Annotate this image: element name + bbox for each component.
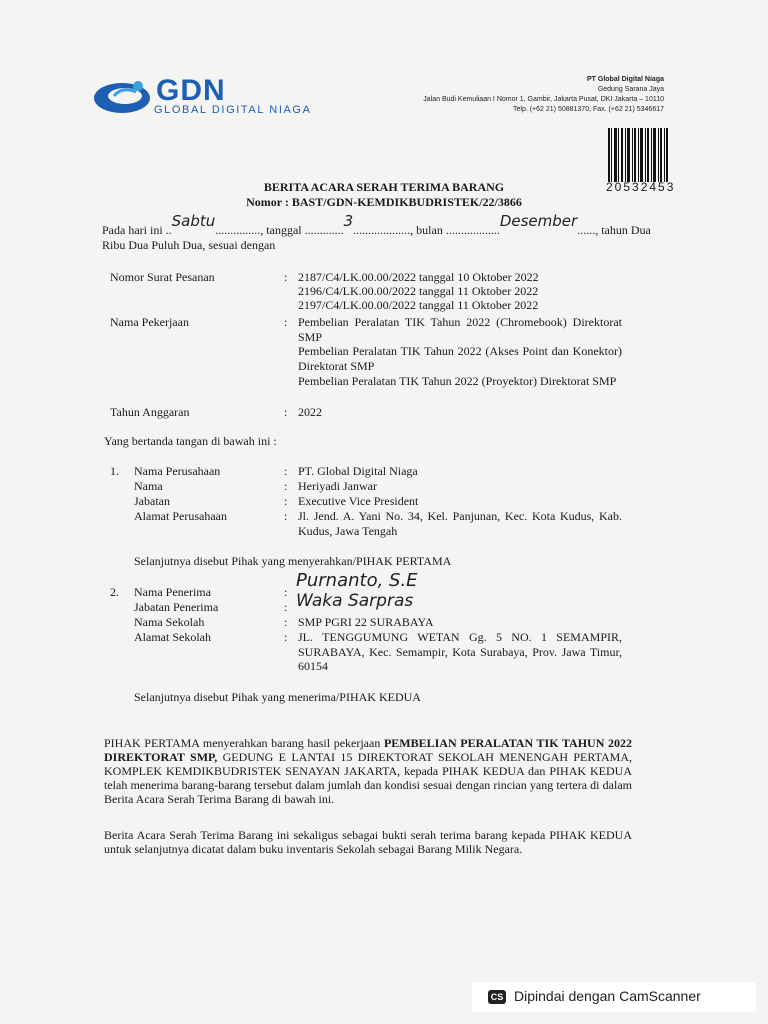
label-nama: Nama: [134, 479, 163, 493]
company-name: PT Global Digital Niaga: [586, 76, 664, 83]
pekerjaan-2: Pembelian Peralatan TIK Tahun 2022 (Proyektor) Direktorat SMP: [298, 374, 617, 388]
label-alamat-sekolah: Alamat Sekolah: [134, 630, 211, 644]
label-jabatan: Jabatan: [134, 494, 170, 508]
colon: :: [284, 600, 288, 614]
colon: :: [284, 509, 288, 523]
paragraph-2: Berita Acara Serah Terima Barang ini sekaligus sebagai bukti serah terima barang kepada PIHAK KEDUA untuk selanjutnya dicatat dalam buku inventaris Sekolah sebagai Barang Milik Negara.: [104, 828, 632, 856]
label-nama-perusahaan: Nama Perusahaan: [134, 464, 221, 478]
pekerjaan-1: Pembelian Peralatan TIK Tahun 2022 (Akses Point dan Konektor) Direktorat SMP: [298, 344, 622, 373]
label-tahun-anggaran: Tahun Anggaran: [110, 405, 190, 419]
colon: :: [284, 494, 288, 508]
colon: :: [284, 585, 288, 599]
surat-0: 2187/C4/LK.00.00/2022 tanggal 10 Oktober 2022: [298, 270, 539, 284]
company-address: Jalan Budi Kemuliaan I Nomor 1, Gambir, Jakarta Pusat, DKI Jakarta – 10110: [423, 96, 664, 103]
colon: :: [284, 615, 288, 629]
intro-line: Pada hari ini ..Sabtu..............., tanggal .............3..................., bulan ..................Desember......, tahun Dua: [102, 212, 651, 237]
signatories-intro: Yang bertanda tangan di bawah ini :: [104, 434, 277, 448]
colon: :: [284, 315, 288, 329]
company-info: [423, 75, 664, 115]
pekerjaan-0: Pembelian Peralatan TIK Tahun 2022 (Chromebook) Direktorat SMP: [298, 315, 622, 344]
alamat-perusahaan: Jl. Jend. A. Yani No. 34, Kel. Panjunan, Kec. Kota Kudus, Kab. Kudus, Jawa Tengah: [298, 509, 622, 538]
surat-1: 2196/C4/LK.00.00/2022 tanggal 11 Oktober 2022: [298, 284, 539, 298]
day-handwritten: Sabtu: [171, 212, 216, 230]
label-alamat-perusahaan: Alamat Perusahaan: [134, 509, 227, 523]
alamat-sekolah: JL. TENGGUMUNG WETAN Gg. 5 NO. 1 SEMAMPIR, SURABAYA, Kec. Semampir, Kota Surabaya, Prov. Jawa Timur, 60154: [298, 630, 622, 673]
logo-subtext: GLOBAL DIGITAL NIAGA: [154, 104, 312, 116]
document-number: Nomor : BAST/GDN-KEMDIKBUDRISTEK/22/3866: [246, 195, 522, 209]
nama: Heriyadi Janwar: [298, 479, 377, 493]
month-handwritten: Desember: [499, 212, 578, 230]
party1-number: 1.: [110, 464, 119, 478]
party2-designation: Selanjutnya disebut Pihak yang menerima/PIHAK KEDUA: [134, 690, 421, 704]
jabatan-penerima-handwritten: Waka Sarpras: [296, 591, 414, 611]
tahun-anggaran: 2022: [298, 405, 322, 419]
camscanner-text: Dipindai dengan CamScanner: [514, 988, 701, 1004]
nama-perusahaan: PT. Global Digital Niaga: [298, 464, 418, 478]
camscanner-icon: CS: [488, 990, 506, 1004]
logo-text: GDN: [156, 74, 226, 107]
company-logo: [92, 76, 342, 120]
label-surat-pesanan: Nomor Surat Pesanan: [110, 270, 215, 284]
date-handwritten: 3: [343, 212, 354, 230]
colon: :: [284, 479, 288, 493]
company-building: Gedung Sarana Jaya: [597, 86, 664, 93]
company-phone: Telp. (+62 21) 50881370, Fax. (+62 21) 5346617: [513, 106, 664, 113]
camscanner-watermark: [472, 982, 756, 1012]
label-nama-pekerjaan: Nama Pekerjaan: [110, 315, 189, 329]
penerima-handwritten: Purnanto, S.E: [296, 570, 418, 591]
colon: :: [284, 405, 288, 419]
document-title: BERITA ACARA SERAH TERIMA BARANG: [263, 180, 505, 194]
barcode-icon: [608, 128, 668, 182]
barcode-number: 20532453: [606, 180, 676, 194]
label-nama-sekolah: Nama Sekolah: [134, 615, 205, 629]
intro-line-2: Ribu Dua Puluh Dua, sesuai dengan: [102, 238, 276, 252]
colon: :: [284, 630, 288, 644]
gdn-logo-icon: [92, 76, 152, 116]
nama-sekolah: SMP PGRI 22 SURABAYA: [298, 615, 434, 629]
colon: :: [284, 464, 288, 478]
label-jabatan-penerima: Jabatan Penerima: [134, 600, 219, 614]
party2-number: 2.: [110, 585, 119, 599]
jabatan: Executive Vice President: [298, 494, 419, 508]
colon: :: [284, 270, 288, 284]
party1-designation: Selanjutnya disebut Pihak yang menyerahkan/PIHAK PERTAMA: [134, 554, 452, 568]
surat-2: 2197/C4/LK.00.00/2022 tanggal 11 Oktober 2022: [298, 298, 539, 312]
label-nama-penerima: Nama Penerima: [134, 585, 211, 599]
paragraph-1: PIHAK PERTAMA menyerahkan barang hasil pekerjaan PEMBELIAN PERALATAN TIK TAHUN 2022 DIREKTORAT SMP, GEDUNG E LANTAI 15 DIREKTORAT SEKOLAH MENENGAH PERTAMA, KOMPLEK KEMDIKBUDRISTEK SENAYAN JAKARTA, kepada PIHAK KEDUA dan PIHAK KEDUA telah menerima barang-barang tersebut dalam jumlah dan kondisi sesuai dengan rincian yang tertera di dalam Berita Acara Serah Terima Barang di bawah ini.: [104, 736, 632, 806]
